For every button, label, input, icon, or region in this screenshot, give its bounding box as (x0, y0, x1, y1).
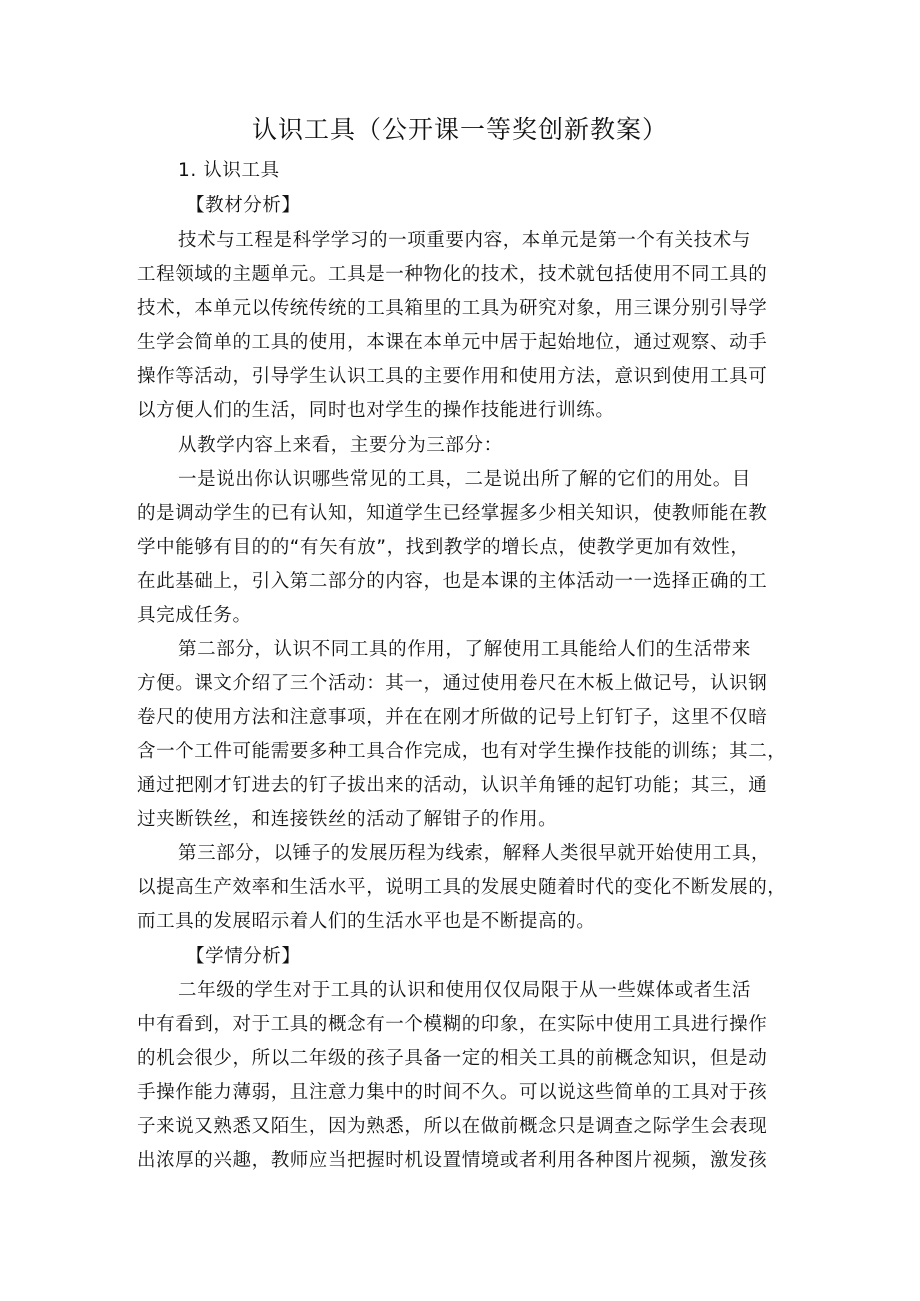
paragraph-line: 的机会很少，所以二年级的孩子具备一定的相关工具的前概念知识，但是动 (137, 1048, 768, 1069)
paragraph-line: 第三部分，以锤子的发展历程为线索，解释人类很早就开始使用工具， (178, 843, 771, 864)
heading-materials-analysis: 【教材分析】 (186, 195, 301, 216)
paragraph-line: 中有看到，对于工具的概念有一个模糊的印象，在实际中使用工具进行操作 (137, 1014, 768, 1035)
paragraph-line: 技术与工程是科学学习的一项重要内容，本单元是第一个有关技术与 (178, 230, 752, 251)
section-number: 1. 认识工具 (178, 160, 280, 181)
paragraph-line: 以提高生产效率和生活水平，说明工具的发展史随着时代的变化不断发展的， (137, 877, 787, 898)
paragraph-line: 通过把刚才钉进去的钉子拔出来的活动，认识羊角锤的起钉功能；其三，通 (137, 775, 768, 796)
paragraph-line: 操作等活动，引导学生认识工具的主要作用和使用方法，意识到使用工具可 (137, 366, 768, 387)
paragraph-line: 出浓厚的兴趣，教师应当把握时机设置情境或者利用各种图片视频，激发孩 (137, 1150, 768, 1171)
paragraph-line: 学中能够有目的的“有矢有放”，找到教学的增长点，使教学更加有效性， (137, 537, 750, 558)
paragraph-line: 含一个工件可能需要多种工具合作完成，也有对学生操作技能的训练；其二， (137, 741, 787, 762)
paragraph-line: 工程领域的主题单元。工具是一种物化的技术，技术就包括使用不同工具的 (137, 264, 768, 285)
paragraph-line: 过夹断铁丝，和连接铁丝的活动了解钳子的作用。 (137, 809, 558, 830)
paragraph-line: 生学会简单的工具的使用，本课在本单元中居于起始地位，通过观察、动手 (137, 332, 768, 353)
paragraph-line: 具完成任务。 (137, 605, 252, 626)
paragraph-line: 第二部分，认识不同工具的作用，了解使用工具能给人们的生活带来 (178, 639, 752, 660)
paragraph-line: 方便。课文介绍了三个活动：其一，通过使用卷尺在木板上做记号，认识钢 (137, 673, 768, 694)
paragraph-line: 以方便人们的生活，同时也对学生的操作技能进行训练。 (137, 400, 615, 421)
paragraph-line: 一是说出你认识哪些常见的工具，二是说出所了解的它们的用处。目 (178, 469, 752, 490)
paragraph-line: 手操作能力薄弱，且注意力集中的时间不久。可以说这些简单的工具对于孩 (137, 1082, 768, 1103)
paragraph-line: 子来说又熟悉又陌生，因为熟悉，所以在做前概念只是调查之际学生会表现 (137, 1116, 768, 1137)
document-title: 认识工具（公开课一等奖创新教案） (251, 115, 668, 144)
paragraph-line: 技术，本单元以传统传统的工具箱里的工具为研究对象，用三课分别引导学 (137, 298, 768, 319)
paragraph-line: 从教学内容上来看，主要分为三部分： (178, 435, 503, 456)
paragraph-line: 二年级的学生对于工具的认识和使用仅仅局限于从一些媒体或者生活 (178, 980, 752, 1001)
paragraph-line: 的是调动学生的已有认知，知道学生已经掌握多少相关知识，使教师能在教 (137, 503, 768, 524)
paragraph-line: 在此基础上，引入第二部分的内容，也是本课的主体活动一一选择正确的工 (137, 571, 768, 592)
heading-student-analysis: 【学情分析】 (186, 946, 301, 967)
paragraph-line: 而工具的发展昭示着人们的生活水平也是不断提高的。 (137, 911, 596, 932)
paragraph-line: 卷尺的使用方法和注意事项，并在在刚才所做的记号上钉钉子，这里不仅暗 (137, 707, 768, 728)
